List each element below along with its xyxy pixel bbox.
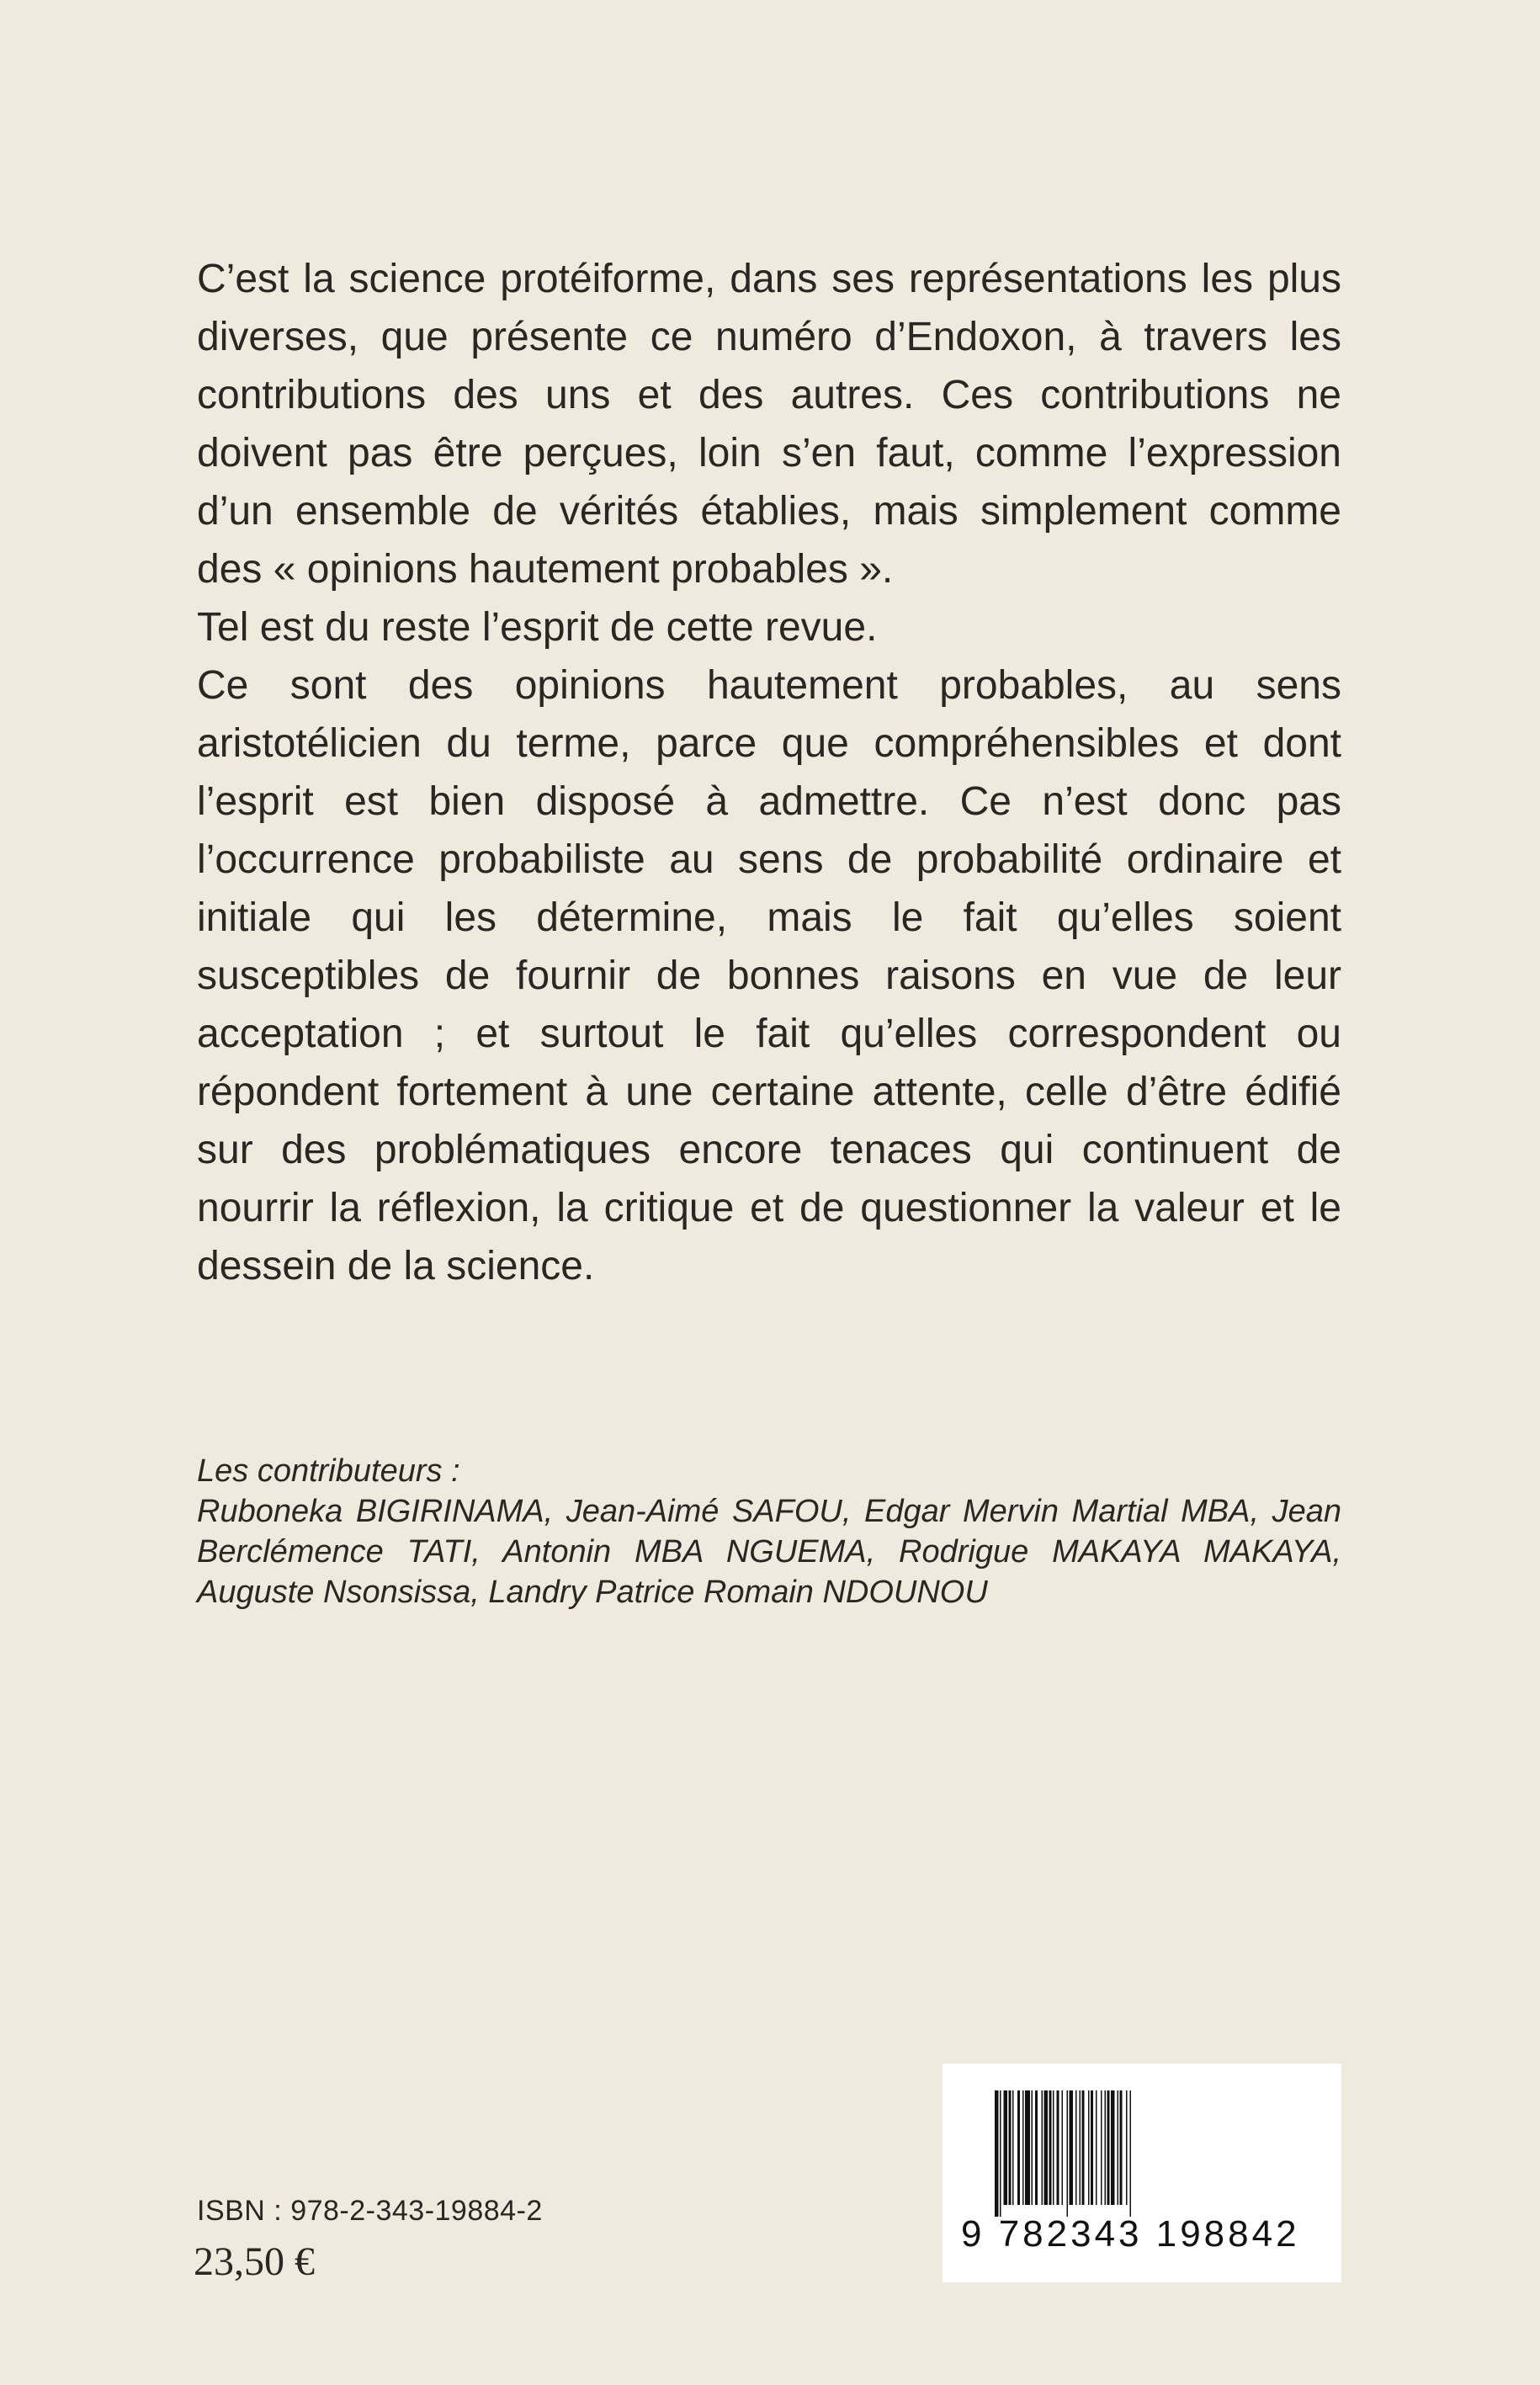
barcode-bar bbox=[1035, 2090, 1038, 2205]
barcode-bar bbox=[1012, 2090, 1014, 2205]
barcode-bar bbox=[1130, 2090, 1132, 2217]
barcode-bar bbox=[1096, 2090, 1097, 2205]
barcode-bar bbox=[1091, 2090, 1093, 2205]
barcode-bar bbox=[1032, 2090, 1033, 2205]
barcode-bar bbox=[1105, 2090, 1107, 2205]
barcode bbox=[943, 2064, 1341, 2282]
barcode-bar bbox=[1082, 2090, 1085, 2205]
barcode-bar bbox=[1009, 2090, 1012, 2205]
barcode-bar bbox=[1062, 2090, 1064, 2205]
contributors-names: Ruboneka BIGIRINAMA, Jean-Aimé SAFOU, Edgar Mervin Martial MBA, Jean Berclémence TATI, Antonin MBA NGUEMA, Rodrigue MAKAYA MAKAYA, Auguste Nsonsissa, Landry Patrice Romain NDOUNOU bbox=[197, 1494, 1341, 1610]
barcode-bar bbox=[1025, 2090, 1030, 2205]
blurb-paragraph-1: C’est la science protéiforme, dans ses représentations les plus diverses, que présente ce numéro d’Endoxon, à travers les contributions des uns et des autres. Ces contributions ne doivent pas être perçues, loin s’en faut, comme l’expression d’un ensemble de vérités établies, mais simplement comme des « opinions hautement probables ». bbox=[197, 257, 1341, 592]
barcode-bar bbox=[1101, 2090, 1102, 2205]
barcode-bar bbox=[1088, 2090, 1090, 2205]
barcode-bar bbox=[1053, 2090, 1054, 2205]
barcode-bar bbox=[995, 2090, 999, 2217]
barcode-bars bbox=[991, 2090, 1294, 2217]
barcode-bar bbox=[1070, 2090, 1074, 2205]
barcode-bar bbox=[1044, 2090, 1049, 2205]
barcode-bar bbox=[1017, 2090, 1020, 2205]
barcode-bar bbox=[1067, 2090, 1069, 2217]
barcode-bar bbox=[1118, 2090, 1119, 2205]
barcode-bar bbox=[1004, 2090, 1008, 2205]
barcode-bar bbox=[1126, 2090, 1128, 2205]
barcode-digits: 9 782343 198842 bbox=[961, 2213, 1300, 2255]
barcode-bar bbox=[1042, 2090, 1043, 2205]
barcode-bar bbox=[1080, 2090, 1081, 2205]
price-text: 23,50 € bbox=[194, 2239, 315, 2284]
barcode-bar bbox=[1120, 2090, 1123, 2205]
isbn-text: ISBN : 978-2-343-19884-2 bbox=[197, 2195, 543, 2227]
contributors-heading: Les contributeurs : bbox=[197, 1453, 460, 1489]
barcode-bar bbox=[1022, 2090, 1024, 2205]
barcode-bar bbox=[1000, 2090, 1001, 2217]
barcode-bar bbox=[1049, 2090, 1052, 2205]
barcode-bar bbox=[1107, 2090, 1110, 2205]
barcode-bar bbox=[1111, 2090, 1115, 2205]
barcode-bar bbox=[1075, 2090, 1077, 2205]
barcode-bar bbox=[1057, 2090, 1059, 2205]
blurb-paragraph-3: Ce sont des opinions hautement probables, au sens aristotélicien du terme, parce que compréhensibles et dont l’esprit est bien disposé à admettre. Ce n’est donc pas l’occurrence probabiliste au sens de probabilité ordinaire et initiale qui les détermine, mais le fait qu’elles soient susceptibles de fournir de bonnes raisons en vue de leur acceptation ; et surtout le fait qu’elles correspondent ou répondent fortement à une certaine attente, celle d’être édifié sur des problématiques encore tenaces qui continuent de nourrir la réflexion, la critique et de questionner la valeur et le dessein de la science. bbox=[197, 663, 1341, 1288]
blurb-paragraph-2: Tel est du reste l’esprit de cette revue. bbox=[197, 605, 878, 650]
blurb-text bbox=[197, 250, 1341, 1295]
contributors-section bbox=[197, 1451, 1341, 1612]
